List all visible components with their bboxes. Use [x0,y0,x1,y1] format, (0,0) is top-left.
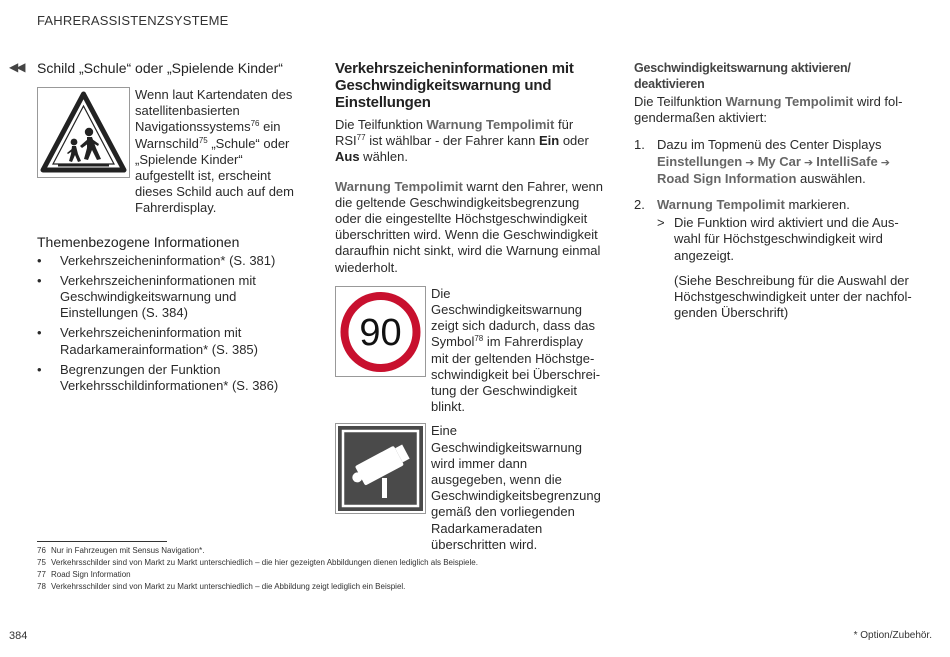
step-2-result: > Die Funktion wird aktiviert und die Auswahl für Höchstgeschwindigkeit wird angezeigt. (Siehe Beschreibung für die Auswahl der Höchstgeschwindigkeit unter der nachfolgenden Überschrift) [657,215,914,321]
related-link[interactable]: • Begrenzungen der Funktion Verkehrsschildinformationen* (S. 386) [37,362,301,394]
speed-sign-text: Die Geschwindigkeitswarnung zeigt sich dadurch, dass das Symbol$^{78}$ im Fahrerdisplay mit der geltenden Höchstgeschwindigkeit bei Überschreitung der Geschwindigkeit blinkt. [431,285,601,415]
speed-limit-value: 90 [359,311,402,354]
speed-camera-sign-icon [335,423,426,514]
school-sign-text: Wenn laut Kartendaten des satellitenbasierten Navigationssystems$^{76}$ ein Warnschild$^{75}$ „Schule“ oder „Spielende Kinder“ aufgestellt ist, erscheint dieses Schild auch auf dem Fahrerdisplay. [135,87,294,216]
related-info-list [37,253,301,395]
menu-path-mycar[interactable]: My Car [757,153,801,169]
step-2-note: (Siehe Beschreibung für die Auswahl der Höchstgeschwindigkeit unter der nachfolgenden Überschrift) [674,272,912,321]
footnote-78: 78 Verkehrsschilder sind von Markt zu Markt unterschiedlich – die Abbildung zeigt lediglich ein Beispiel. [37,582,406,591]
speed-sign-block [335,286,607,416]
page-number: 384 [9,630,28,642]
footnote-ref-78[interactable]: 78 [474,334,484,344]
right-column [634,60,914,329]
activate-steps [634,137,914,321]
speed-limit-sign-icon [335,286,426,377]
school-sign-block [37,87,301,217]
speed-warning-paragraph: Warnung Tempolimit warnt den Fahrer, wenn die geltende Geschwindigkeitsbegrenzung oder die eingestellte Höchstgeschwindigkeit überschritten wird. Wenn die Geschwindigkeit daraufhin nicht sinkt, wird die Warnung einmal wiederholt. [335,178,604,275]
camera-sign-block [335,423,607,553]
arrow-right-icon: ➔ [877,156,890,169]
menu-path-road-sign-info[interactable]: Road Sign Information [657,170,797,186]
children-warning-sign-icon [37,87,130,178]
related-info-heading: Themenbezogene Informationen [37,233,240,250]
footnote-ref-75[interactable]: 75 [198,135,208,145]
footnote-77: 77 Road Sign Information [37,570,131,579]
footnote-ref-77[interactable]: 77 [356,133,366,143]
speed-warning-heading: Verkehrszeicheninformationen mit Geschwindigkeitswarnung und Einstellungen [335,60,574,111]
step-1: 1. Dazu im Topmenü des Center Displays Einstellungen ➔ My Car ➔ IntelliSafe ➔ Road Sign Information auswählen. [634,137,890,186]
related-link[interactable]: • Verkehrszeicheninformation mit Radarkamerainformation* (S. 385) [37,325,301,357]
footnote-76: 76 Nur in Fahrzeugen mit Sensus Navigation*. [37,546,205,555]
related-link[interactable]: • Verkehrszeicheninformation* (S. 381) [37,253,301,269]
arrow-right-icon: ➔ [800,156,817,169]
page-header-title: FAHRERASSISTENZSYSTEME [37,13,229,28]
term-warnung-tempolimit: Warnung Tempolimit [426,117,555,132]
activate-intro: Die Teilfunktion Warnung Tempolimit wird folgendermaßen aktiviert: [634,94,903,126]
footnote-ref-76[interactable]: 76 [250,119,260,129]
menu-path-intellisafe[interactable]: IntelliSafe [816,153,878,169]
camera-sign-text: Eine Geschwindigkeitswarnung wird immer dann ausgegeben, wenn die Geschwindigkeitsbegrenzung gemäß den vorliegenden Radarkameradaten überschritten wird. [431,423,601,552]
school-sign-heading: Schild „Schule“ oder „Spielende Kinder“ [37,60,283,76]
speed-warning-intro: Die Teilfunktion Warnung Tempolimit für RSI$^{77}$ ist wählbar - der Fahrer kann Ein oder Aus wählen. [335,117,589,165]
term-ein: Ein [538,133,560,149]
related-link[interactable]: • Verkehrszeicheninformationen mit Geschwindigkeitswarnung und Einstellungen (S. 384) [37,273,301,322]
footnote-divider [37,541,167,542]
term-aus: Aus [335,149,360,165]
left-column [37,60,301,398]
middle-column [335,60,607,553]
back-arrow-icon[interactable]: ◀◀ [9,60,24,74]
activate-heading: Geschwindigkeitswarnung aktivieren/ deaktivieren [634,61,851,91]
option-note: * Option/Zubehör. [853,630,932,641]
arrow-right-icon: ➔ [742,156,758,169]
menu-path-settings[interactable]: Einstellungen [657,153,743,169]
step-2: 2. Warnung Tempolimit markieren. > Die Funktion wird aktiviert und die Auswahl für Höchstgeschwindigkeit wird angezeigt. (Siehe Beschreibung für die Auswahl der Höchstgeschwindigkeit unter der nachfolgenden Überschrift) [634,197,914,321]
footnote-75: 75 Verkehrsschilder sind von Markt zu Markt unterschiedlich – die hier gezeigten Abbildungen dienen lediglich als Beispiele. [37,558,478,567]
